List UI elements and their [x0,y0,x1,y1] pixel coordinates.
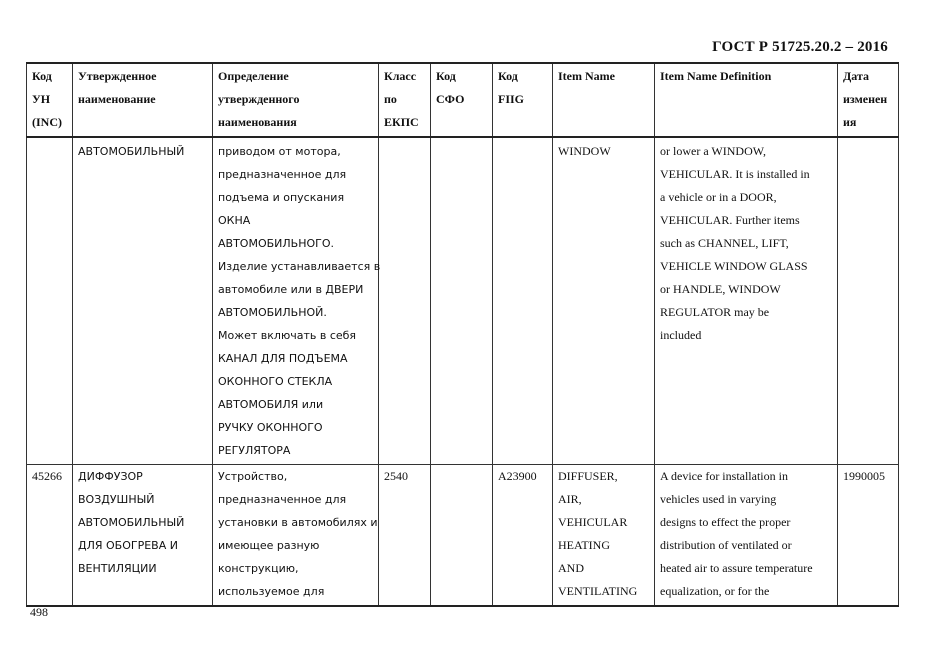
cell-line: ОКОННОГО СТЕКЛА [218,375,333,388]
header-line: УН [32,92,51,106]
header-line: Утвержденное [78,69,157,83]
cell-line: предназначенное для [218,168,347,181]
header-line: FIIG [498,92,525,106]
cell-line: A device for installation in [660,469,788,483]
cell-line: VEHICULAR. It is installed in [660,167,810,181]
cell-item-name [553,465,655,607]
cell-line: 2540 [384,469,408,483]
cell-fiig [493,137,553,465]
page-number: 498 [30,605,48,619]
cell-line: РУЧКУ ОКОННОГО [218,421,323,434]
cell-line: АВТОМОБИЛЬНОЙ. [218,306,327,319]
header-line: Код [436,69,456,83]
cell-date [838,137,899,465]
cell-line: AIR, [558,492,582,506]
cell-sfo [431,137,493,465]
cell-inc [27,465,73,607]
cell-line: конструкцию, [218,562,299,575]
cell-line: имеющее разную [218,539,320,552]
header-line: Item Name Definition [660,69,772,83]
cell-line: КАНАЛ ДЛЯ ПОДЪЕМА [218,352,348,365]
cell-item-definition [655,137,838,465]
cell-definition-ru [213,137,379,465]
header-line: Дата [843,69,869,83]
cell-sfo [431,465,493,607]
cell-line: 45266 [32,469,62,483]
cell-line: or lower a WINDOW, [660,144,766,158]
header-line: Определение [218,69,289,83]
cell-line: A23900 [498,469,537,483]
cell-line: РЕГУЛЯТОРА [218,444,291,457]
cell-line: such as CHANNEL, LIFT, [660,236,789,250]
cell-line: используемое для [218,585,325,598]
cell-line: designs to effect the proper [660,515,791,529]
cell-line: ВЕНТИЛЯЦИИ [78,562,157,575]
standard-designation: ГОСТ Р 51725.20.2 – 2016 [712,39,888,55]
cell-class [379,465,431,607]
header-col-item-name [553,63,655,137]
cell-class [379,137,431,465]
header-line: (INC) [32,115,62,129]
header-col-inc [27,63,73,137]
header-line: наименование [78,92,156,106]
cell-line: equalization, or for the [660,584,770,598]
cell-line: Устройство, [218,470,288,483]
cell-approved-name [73,465,213,607]
header-line: изменен [843,92,888,106]
cell-line: VEHICLE WINDOW GLASS [660,259,808,273]
cell-line: distribution of ventilated or [660,538,792,552]
cell-item-name [553,137,655,465]
cell-inc [27,137,73,465]
cell-line: heated air to assure temperature [660,561,813,575]
cell-line: ДЛЯ ОБОГРЕВА И [78,539,178,552]
cell-line: подъема и опускания [218,191,345,204]
header-line: утвержденного [218,92,300,106]
cell-line: АВТОМОБИЛЬНЫЙ [78,516,185,529]
cell-line: 1990005 [843,469,885,483]
cell-line: ОКНА [218,214,251,227]
cell-line: Может включать в себя [218,329,357,342]
header-col-sfo-code [431,63,493,137]
header-line: наименования [218,115,297,129]
cell-definition-ru [213,465,379,607]
cell-line: приводом от мотора, [218,145,341,158]
cell-line: установки в автомобилях и [218,516,378,529]
header-line: Код [498,69,518,83]
header-col-class-ekps [379,63,431,137]
cell-item-definition [655,465,838,607]
table-header-row [27,63,899,137]
cell-line: ДИФФУЗОР [78,470,143,483]
cell-line: VENTILATING [558,584,638,598]
header-col-definition-ru [213,63,379,137]
cell-line: Изделие устанавливается в [218,260,381,273]
cell-line: DIFFUSER, [558,469,618,483]
cell-line: WINDOW [558,144,611,158]
header-line: Код [32,69,52,83]
cell-line: included [660,328,702,342]
cell-line: HEATING [558,538,610,552]
cell-line: VEHICULAR [558,515,628,529]
cell-approved-name [73,137,213,465]
cell-line: VEHICULAR. Further items [660,213,800,227]
cell-line: or HANDLE, WINDOW [660,282,781,296]
catalog-table [26,62,899,607]
cell-line: vehicles used in varying [660,492,777,506]
cell-line: автомобиле или в ДВЕРИ [218,283,364,296]
cell-date [838,465,899,607]
cell-line: АВТОМОБИЛЯ или [218,398,324,411]
header-line: Класс [384,69,417,83]
cell-line: АВТОМОБИЛЬНОГО. [218,237,334,250]
header-col-change-date [838,63,899,137]
table-row [27,465,899,607]
header-line: СФО [436,92,465,106]
header-line: Item Name [558,69,615,83]
header-line: по [384,92,397,106]
cell-line: AND [558,561,584,575]
cell-line: ВОЗДУШНЫЙ [78,493,155,506]
table-row [27,137,899,465]
cell-line: REGULATOR may be [660,305,770,319]
header-col-approved-name [73,63,213,137]
cell-fiig [493,465,553,607]
cell-line: АВТОМОБИЛЬНЫЙ [78,145,185,158]
cell-line: a vehicle or in a DOOR, [660,190,777,204]
cell-line: предназначенное для [218,493,347,506]
header-col-fiig-code [493,63,553,137]
header-line: ЕКПС [384,115,419,129]
header-col-item-definition [655,63,838,137]
header-line: ия [843,115,857,129]
